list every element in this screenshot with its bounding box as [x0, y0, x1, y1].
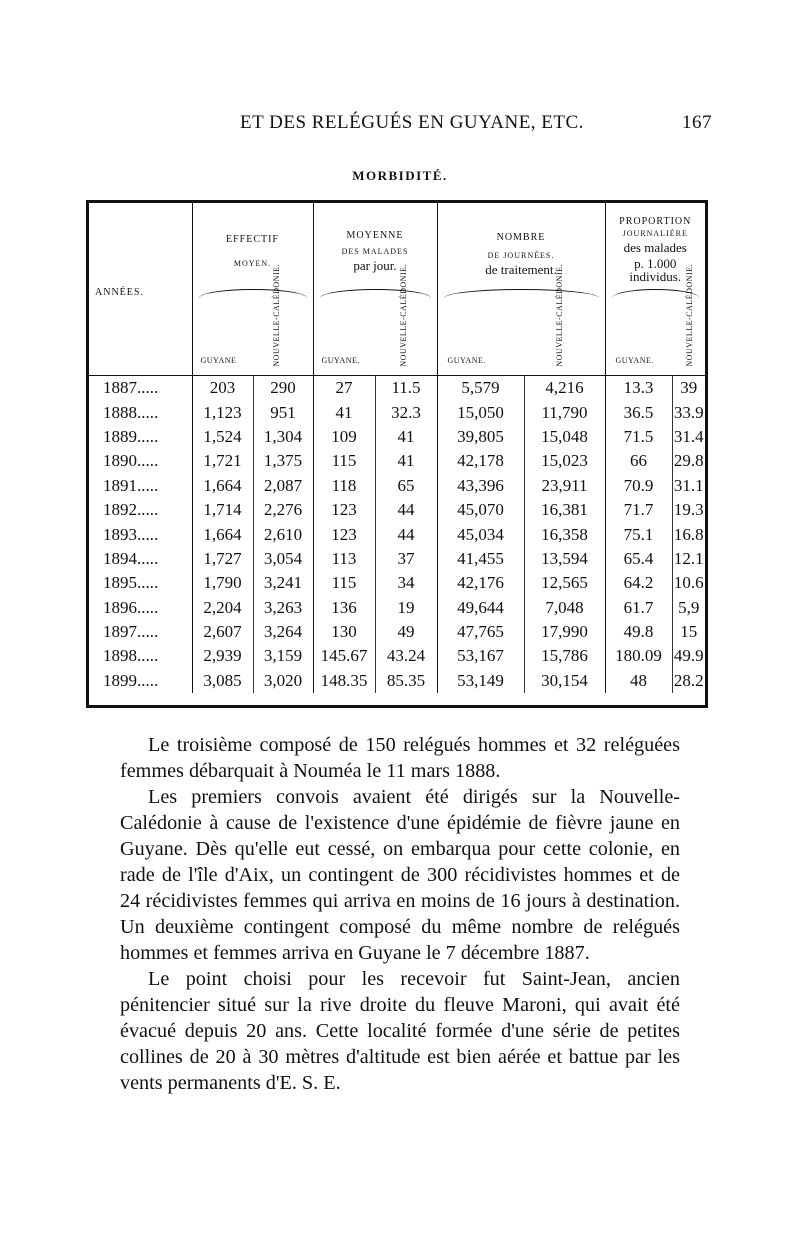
cell-moyenne-guyane: 41 — [313, 400, 375, 424]
header-proportion-guyane: GUYANE. — [615, 356, 654, 365]
cell-moyenne-guyane: 130 — [313, 620, 375, 644]
cell-proportion-nc: 19.3 — [672, 498, 705, 522]
cell-effectif-guyane: 3,085 — [192, 669, 253, 693]
cell-year: 1889..... — [103, 426, 159, 446]
cell-nombre-nc: 11,790 — [524, 400, 605, 424]
cell-proportion-guyane: 71.7 — [605, 498, 672, 522]
cell-moyenne-nc: 11.5 — [375, 376, 437, 401]
header-annees — [89, 203, 192, 376]
table-row — [89, 547, 705, 571]
cell-effectif-nc: 3,264 — [253, 620, 313, 644]
cell-year: 1898..... — [103, 646, 159, 666]
cell-nombre-nc: 13,594 — [524, 547, 605, 571]
header-effectif-guyane: GUYANE — [200, 356, 237, 365]
cell-nombre-guyane: 49,644 — [437, 596, 524, 620]
header-effectif-l2: MOYEN. — [233, 258, 272, 268]
cell-moyenne-guyane: 123 — [313, 522, 375, 546]
cell-year: 1896..... — [103, 597, 159, 617]
cell-effectif-guyane: 1,727 — [192, 547, 253, 571]
cell-effectif-nc: 2,087 — [253, 474, 313, 498]
table-row — [89, 400, 705, 424]
cell-nombre-nc: 16,358 — [524, 522, 605, 546]
cell-moyenne-nc: 44 — [375, 498, 437, 522]
cell-nombre-guyane: 39,805 — [437, 425, 524, 449]
running-title: ET DES RELÉGUÉS EN GUYANE, ETC. — [240, 112, 584, 133]
header-effectif-nc: NOUVELLE-CALÉDONIE. — [271, 264, 281, 367]
cell-proportion-nc: 33.9 — [672, 400, 705, 424]
cell-proportion-nc: 28.2 — [672, 669, 705, 693]
cell-effectif-nc: 3,241 — [253, 571, 313, 595]
cell-proportion-guyane: 48 — [605, 669, 672, 693]
header-moyenne-guyane: GUYANE. — [321, 356, 360, 365]
cell-proportion-nc: 15 — [672, 620, 705, 644]
cell-moyenne-guyane: 118 — [313, 474, 375, 498]
cell-proportion-guyane: 66 — [605, 449, 672, 473]
cell-year: 1891..... — [103, 475, 159, 495]
cell-moyenne-nc: 32.3 — [375, 400, 437, 424]
table-row — [89, 596, 705, 620]
header-moyenne-nc: NOUVELLE-CALÉDONIE. — [398, 264, 408, 367]
cell-moyenne-nc: 43.24 — [375, 644, 437, 668]
header-proportion-l4: p. 1.000 — [634, 255, 677, 271]
cell-year: 1890..... — [103, 451, 159, 471]
header-nombre-nc: NOUVELLE-CALÉDONIE. — [554, 264, 564, 367]
cell-proportion-nc: 39 — [672, 376, 705, 401]
table-title: MORBIDITÉ. — [352, 168, 448, 183]
cell-effectif-guyane: 1,790 — [192, 571, 253, 595]
cell-proportion-guyane: 36.5 — [605, 400, 672, 424]
cell-proportion-nc: 16.8 — [672, 522, 705, 546]
cell-proportion-nc: 49.9 — [672, 644, 705, 668]
cell-nombre-guyane: 53,149 — [437, 669, 524, 693]
paragraph: Les premiers convois avaient été dirigés sur la Nouvelle-Calédonie à cause de l'existence d'une épidémie de fièvre jaune en Guyane. Dès qu'elle eut cessé, on embarqua pour cette colonie, en rade de l'île d'Aix, un contingent de 300 récidivistes hommes et de 24 récidivistes femmes qui arriva en moins de 16 jours à destination. Un deuxième contingent composé du même nombre de relégués hommes et femmes arriva en Guyane le 7 décembre 1887. — [120, 786, 680, 964]
table-row — [89, 449, 705, 473]
header-proportion-nc: NOUVELLE-CALÉDONIE. — [684, 264, 694, 367]
header-brace — [320, 289, 431, 298]
cell-nombre-nc: 23,911 — [524, 474, 605, 498]
header-brace — [444, 289, 599, 298]
cell-effectif-nc: 1,304 — [253, 425, 313, 449]
header-nombre — [437, 203, 605, 376]
header-moyenne-l1: MOYENNE — [346, 230, 404, 241]
cell-nombre-guyane: 53,167 — [437, 644, 524, 668]
table-row — [89, 376, 705, 401]
cell-nombre-guyane: 42,178 — [437, 449, 524, 473]
cell-nombre-guyane: 42,176 — [437, 571, 524, 595]
cell-moyenne-nc: 37 — [375, 547, 437, 571]
cell-effectif-nc: 1,375 — [253, 449, 313, 473]
header-moyenne-l3: par jour. — [353, 258, 397, 274]
table-row — [89, 644, 705, 668]
cell-proportion-guyane: 49.8 — [605, 620, 672, 644]
cell-effectif-guyane: 2,204 — [192, 596, 253, 620]
cell-year: 1899..... — [103, 670, 159, 690]
cell-moyenne-guyane: 148.35 — [313, 669, 375, 693]
cell-moyenne-nc: 65 — [375, 474, 437, 498]
cell-proportion-guyane: 65.4 — [605, 547, 672, 571]
cell-nombre-nc: 15,048 — [524, 425, 605, 449]
cell-effectif-nc: 2,276 — [253, 498, 313, 522]
body-text — [120, 732, 680, 1096]
page-number: 167 — [682, 112, 712, 133]
cell-moyenne-nc: 41 — [375, 425, 437, 449]
cell-moyenne-nc: 19 — [375, 596, 437, 620]
cell-effectif-guyane: 1,664 — [192, 522, 253, 546]
header-effectif-l1: EFFECTIF — [225, 234, 279, 245]
cell-nombre-nc: 17,990 — [524, 620, 605, 644]
table-row — [89, 474, 705, 498]
header-nombre-l3: de traitement. — [485, 262, 557, 278]
cell-proportion-guyane: 64.2 — [605, 571, 672, 595]
cell-moyenne-guyane: 115 — [313, 449, 375, 473]
header-proportion-l2: JOURNALIÈRE — [622, 228, 688, 238]
cell-proportion-guyane: 71.5 — [605, 425, 672, 449]
cell-moyenne-guyane: 136 — [313, 596, 375, 620]
cell-year: 1887..... — [103, 378, 159, 398]
header-proportion-l3: des malades — [623, 240, 687, 256]
cell-nombre-guyane: 45,070 — [437, 498, 524, 522]
cell-proportion-guyane: 70.9 — [605, 474, 672, 498]
header-moyenne-l2: DES MALADES — [341, 246, 409, 256]
cell-effectif-nc: 290 — [253, 376, 313, 401]
cell-moyenne-nc: 44 — [375, 522, 437, 546]
cell-effectif-guyane: 1,664 — [192, 474, 253, 498]
header-nombre-l2: DE JOURNÉES. — [487, 250, 555, 260]
cell-nombre-guyane: 43,396 — [437, 474, 524, 498]
cell-proportion-nc: 12.1 — [672, 547, 705, 571]
table-row — [89, 425, 705, 449]
cell-nombre-guyane: 15,050 — [437, 400, 524, 424]
cell-proportion-nc: 31.1 — [672, 474, 705, 498]
cell-effectif-guyane: 1,714 — [192, 498, 253, 522]
cell-year: 1893..... — [103, 524, 159, 544]
header-proportion-l1: PROPORTION — [619, 216, 692, 227]
morbidity-table — [89, 203, 705, 693]
cell-effectif-nc: 951 — [253, 400, 313, 424]
header-annees-label: ANNÉES. — [95, 287, 144, 298]
cell-moyenne-guyane: 109 — [313, 425, 375, 449]
cell-nombre-nc: 4,216 — [524, 376, 605, 401]
cell-moyenne-nc: 41 — [375, 449, 437, 473]
cell-effectif-nc: 3,263 — [253, 596, 313, 620]
cell-moyenne-guyane: 115 — [313, 571, 375, 595]
paragraph: Le point choisi pour les recevoir fut Saint-Jean, ancien pénitencier situé sur la rive droite du fleuve Maroni, qui avait été évacué depuis 20 ans. Cette localité formée d'une série de petites collines de 20 à 30 mètres d'altitude est bien aérée et battue par les vents permanents d'E. S. E. — [120, 968, 680, 1094]
cell-nombre-guyane: 41,455 — [437, 547, 524, 571]
cell-moyenne-guyane: 27 — [313, 376, 375, 401]
cell-proportion-guyane: 13.3 — [605, 376, 672, 401]
table-row — [89, 522, 705, 546]
cell-moyenne-nc: 34 — [375, 571, 437, 595]
table-row — [89, 498, 705, 522]
cell-year: 1888..... — [103, 402, 159, 422]
cell-moyenne-nc: 49 — [375, 620, 437, 644]
header-proportion-l5: individus. — [629, 268, 682, 284]
header-brace — [199, 289, 307, 298]
header-moyenne — [313, 203, 437, 376]
cell-nombre-nc: 15,786 — [524, 644, 605, 668]
cell-proportion-nc: 10.6 — [672, 571, 705, 595]
cell-proportion-nc: 5,9 — [672, 596, 705, 620]
cell-nombre-nc: 7,048 — [524, 596, 605, 620]
header-proportion — [605, 203, 705, 376]
cell-proportion-guyane: 180.09 — [605, 644, 672, 668]
cell-year: 1894..... — [103, 548, 159, 568]
morbidity-table-frame — [86, 200, 708, 708]
cell-proportion-nc: 29.8 — [672, 449, 705, 473]
cell-year: 1897..... — [103, 622, 159, 642]
header-effectif — [192, 203, 313, 376]
table-row — [89, 571, 705, 595]
cell-moyenne-guyane: 113 — [313, 547, 375, 571]
cell-proportion-guyane: 75.1 — [605, 522, 672, 546]
cell-nombre-guyane: 45,034 — [437, 522, 524, 546]
cell-moyenne-guyane: 145.67 — [313, 644, 375, 668]
cell-proportion-nc: 31.4 — [672, 425, 705, 449]
cell-moyenne-guyane: 123 — [313, 498, 375, 522]
cell-effectif-guyane: 2,939 — [192, 644, 253, 668]
cell-effectif-guyane: 1,123 — [192, 400, 253, 424]
cell-effectif-nc: 3,054 — [253, 547, 313, 571]
cell-effectif-nc: 3,020 — [253, 669, 313, 693]
cell-effectif-guyane: 203 — [192, 376, 253, 401]
cell-effectif-guyane: 1,524 — [192, 425, 253, 449]
cell-proportion-guyane: 61.7 — [605, 596, 672, 620]
cell-moyenne-nc: 85.35 — [375, 669, 437, 693]
table-row — [89, 669, 705, 693]
cell-effectif-nc: 2,610 — [253, 522, 313, 546]
header-nombre-l1: NOMBRE — [496, 232, 546, 243]
cell-effectif-guyane: 2,607 — [192, 620, 253, 644]
cell-nombre-nc: 12,565 — [524, 571, 605, 595]
cell-year: 1895..... — [103, 573, 159, 593]
header-nombre-guyane: GUYANE. — [447, 356, 486, 365]
cell-nombre-guyane: 5,579 — [437, 376, 524, 401]
cell-year: 1892..... — [103, 500, 159, 520]
cell-nombre-nc: 15,023 — [524, 449, 605, 473]
cell-nombre-guyane: 47,765 — [437, 620, 524, 644]
cell-nombre-nc: 30,154 — [524, 669, 605, 693]
cell-effectif-nc: 3,159 — [253, 644, 313, 668]
cell-nombre-nc: 16,381 — [524, 498, 605, 522]
table-row — [89, 620, 705, 644]
paragraph: Le troisième composé de 150 relégués hommes et 32 reléguées femmes débarquait à Nouméa le 11 mars 1888. — [120, 734, 680, 782]
cell-effectif-guyane: 1,721 — [192, 449, 253, 473]
